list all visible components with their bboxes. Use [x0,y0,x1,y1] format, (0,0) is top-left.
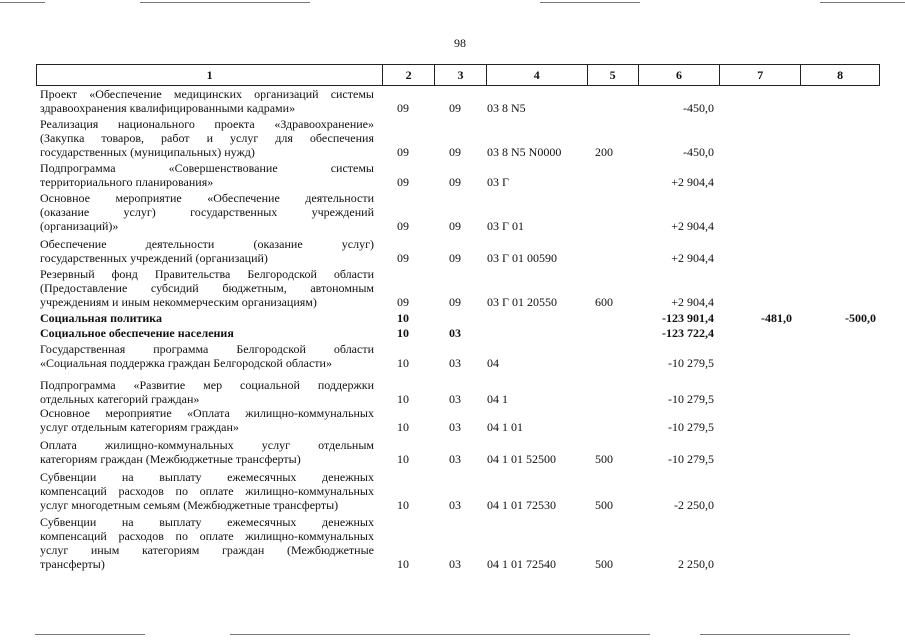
table-row [40,438,880,466]
cell-col-6: 2 250,0 [678,557,714,571]
description-line: Резервный фонд Правительства Белгородской области [40,267,374,281]
table-row [40,267,880,309]
row-description [40,267,374,309]
cell-col-2: 10 [397,326,409,340]
cell-col-2: 10 [397,356,409,370]
description-line: Подпрограмма «Совершенствование системы [40,161,374,175]
row-description [40,378,374,406]
cell-col-4: 03 Г 01 00590 [487,251,557,265]
top-edge-line [820,2,905,3]
top-edge-line [140,2,310,3]
description-line: (организаций)» [40,219,119,233]
row-description [40,311,374,325]
cell-col-2: 09 [397,251,409,265]
cell-col-6: +2 904,4 [671,251,714,265]
bottom-edge-line [35,634,145,635]
table-row [40,378,880,406]
column-header: 5 [588,65,639,85]
cell-col-6: +2 904,4 [671,175,714,189]
row-description [40,161,374,189]
description-line: Подпрограмма «Развитие мер социальной поддержки [40,378,374,392]
description-line: Государственная программа Белгородской области [40,342,374,356]
cell-col-2: 10 [397,452,409,466]
description-line: Основное мероприятие «Оплата жилищно-коммунальных [40,406,374,420]
bottom-edge-line [230,634,650,635]
table-row [40,191,880,233]
description-line: трансферты) [40,557,105,571]
cell-col-2: 10 [397,311,409,325]
description-line: услуг многодетным семьям (Межбюджетные трансферты) [40,498,339,512]
description-line: категориям граждан (Межбюджетные трансферты) [40,452,301,466]
description-line: Субвенции на выплату ежемесячных денежных [40,515,374,529]
cell-col-2: 10 [397,392,409,406]
description-line: компенсаций расходов по оплате жилищно-коммунальных [40,529,374,543]
description-line: Социальное обеспечение населения [40,326,234,340]
top-edge-line [540,2,640,3]
cell-col-4: 03 Г [487,175,509,189]
row-description [40,237,374,265]
cell-col-4: 04 1 01 [487,420,523,434]
cell-col-3: 09 [449,145,461,159]
description-line: Реализация национального проекта «Здравоохранение» [40,117,374,131]
top-edge-line [0,2,45,3]
cell-col-5: 500 [595,452,613,466]
description-line: здравоохранения квалифицированными кадрами» [40,101,296,115]
description-line: (Закупка товаров, работ и услуг для обеспечения [40,131,374,145]
description-line: Оплата жилищно-коммунальных услуг отдельным [40,438,374,452]
description-line: услуг иным категориям граждан (Межбюджетные [40,543,374,557]
table-row [40,470,880,512]
table-header [36,64,880,86]
cell-col-4: 03 Г 01 [487,219,524,233]
table-row [40,406,880,434]
cell-col-6: +2 904,4 [671,219,714,233]
cell-col-5: 200 [595,145,613,159]
column-header: 1 [37,65,383,85]
cell-col-3: 03 [449,498,461,512]
row-description [40,470,374,512]
table-row [40,515,880,571]
cell-col-5: 500 [595,498,613,512]
description-line: Субвенции на выплату ежемесячных денежных [40,470,374,484]
cell-col-2: 10 [397,557,409,571]
column-header: 3 [435,65,487,85]
description-line: (оказание услуг) государственных учреждений [40,205,374,219]
description-line: Основное мероприятие «Обеспечение деятельности [40,191,374,205]
cell-col-3: 09 [449,101,461,115]
description-line: услуг отдельным категориям граждан» [40,420,239,434]
description-line: учреждениям и иным некоммерческим организациям) [40,295,317,309]
description-line: Обеспечение деятельности (оказание услуг) [40,237,374,251]
cell-col-3: 03 [449,326,461,340]
description-line: Социальная политика [40,311,163,325]
column-header: 8 [837,67,844,82]
column-header: 2 [383,65,435,85]
cell-col-4: 03 Г 01 20550 [487,295,557,309]
row-description [40,438,374,466]
cell-col-4: 03 8 N5 N0000 [487,145,562,159]
cell-col-2: 09 [397,101,409,115]
cell-col-2: 10 [397,498,409,512]
table-row [40,161,880,189]
cell-col-3: 03 [449,452,461,466]
row-description [40,326,374,340]
cell-col-7: -481,0 [761,311,792,325]
bottom-edge-line [700,634,850,635]
cell-col-4: 03 8 N5 [487,101,526,115]
table-row [40,326,880,340]
row-description [40,515,374,571]
cell-col-3: 03 [449,557,461,571]
cell-col-6: -10 279,5 [668,356,714,370]
cell-col-6: -123 722,4 [662,326,714,340]
table-row [40,117,880,159]
row-description [40,87,374,115]
description-line: «Социальная поддержка граждан Белгородской области» [40,356,332,370]
cell-col-4: 04 1 01 72540 [487,557,556,571]
cell-col-4: 04 1 [487,392,508,406]
description-line: отдельных категорий граждан» [40,392,200,406]
cell-col-4: 04 1 01 72530 [487,498,556,512]
column-header: 4 [487,65,588,85]
cell-col-2: 09 [397,219,409,233]
cell-col-6: -450,0 [683,101,714,115]
row-description [40,191,374,233]
row-description [40,406,374,434]
cell-col-6: -450,0 [683,145,714,159]
column-header: 6 [639,65,721,85]
cell-col-6: -10 279,5 [668,392,714,406]
cell-col-3: 03 [449,356,461,370]
cell-col-5: 600 [595,295,613,309]
description-line: (Предоставление субсидий бюджетным, автономным [40,281,374,295]
table-row [40,87,880,115]
description-line: территориального планирования» [40,175,214,189]
column-header: 7 [720,65,801,85]
cell-col-5: 500 [595,557,613,571]
cell-col-3: 09 [449,175,461,189]
table-row [40,237,880,265]
description-line: государственных учреждений (организаций) [40,251,268,265]
description-line: государственных (муниципальных) нужд) [40,145,255,159]
cell-col-3: 03 [449,420,461,434]
description-line: компенсаций расходов по оплате жилищно-коммунальных [40,484,374,498]
cell-col-6: -10 279,5 [668,420,714,434]
cell-col-6: -2 250,0 [674,498,714,512]
cell-col-3: 09 [449,251,461,265]
cell-col-3: 03 [449,392,461,406]
row-description [40,117,374,159]
page-number: 98 [454,36,466,50]
cell-col-2: 09 [397,175,409,189]
cell-col-6: -123 901,4 [662,311,714,325]
table-row [40,311,880,325]
cell-col-8: -500,0 [845,311,876,325]
cell-col-6: -10 279,5 [668,452,714,466]
row-description [40,342,374,370]
cell-col-2: 10 [397,420,409,434]
cell-col-4: 04 1 01 52500 [487,452,556,466]
cell-col-3: 09 [449,219,461,233]
description-line: Проект «Обеспечение медицинских организаций системы [40,87,374,101]
cell-col-4: 04 [487,356,499,370]
cell-col-3: 09 [449,295,461,309]
cell-col-6: +2 904,4 [671,295,714,309]
cell-col-2: 09 [397,295,409,309]
table-row [40,342,880,370]
cell-col-2: 09 [397,145,409,159]
